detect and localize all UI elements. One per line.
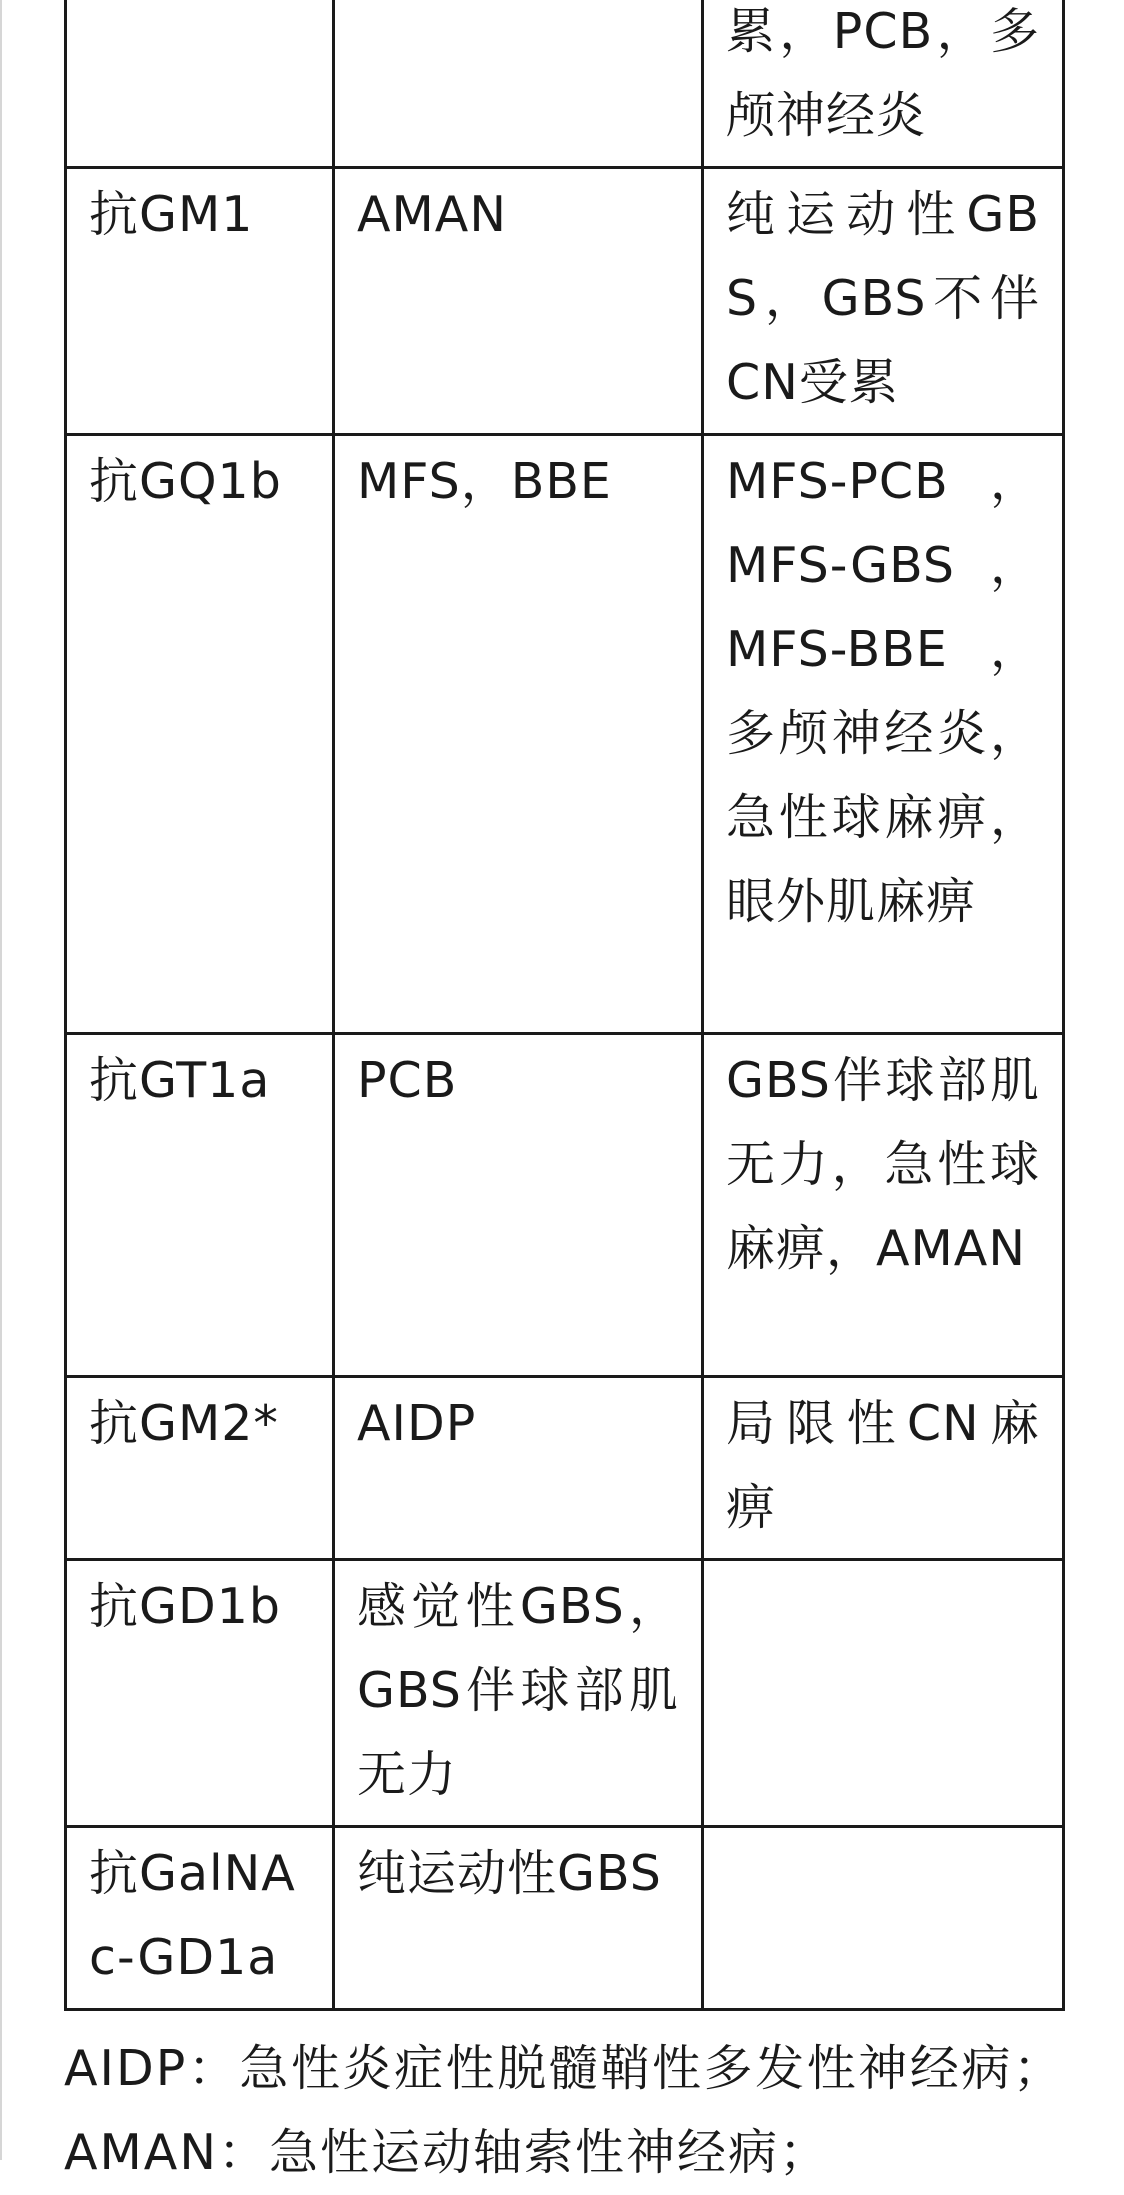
table-row — [66, 435, 1064, 1034]
antibody-cell: 抗GM1 — [66, 168, 334, 435]
related-syndrome-cell: GBS伴球部肌无力，急性球麻痹，AMAN — [703, 1034, 1064, 1377]
table-row — [66, 1827, 1064, 2010]
primary-syndrome-cell: AIDP — [334, 1377, 703, 1560]
antibody-table — [64, 0, 1065, 2011]
related-syndrome-cell — [703, 1827, 1064, 2010]
related-syndrome-cell: 累，PCB，多颅神经炎 — [703, 0, 1064, 168]
related-syndrome-cell: 纯运动性GBS，GBS不伴CN受累 — [703, 168, 1064, 435]
antibody-cell: 抗GQ1b — [66, 435, 334, 1034]
antibody-cell: 抗GT1a — [66, 1034, 334, 1377]
antibody-table-container — [64, 0, 1062, 2011]
table-row — [66, 1560, 1064, 1827]
table-row — [66, 1034, 1064, 1377]
primary-syndrome-cell: 感觉性GBS，GBS伴球部肌无力 — [334, 1560, 703, 1827]
page-edge — [0, 0, 2, 2160]
antibody-cell: 抗GD1b — [66, 1560, 334, 1827]
primary-syndrome-cell: PCB — [334, 1034, 703, 1377]
primary-syndrome-cell: 纯运动性GBS — [334, 1827, 703, 2010]
table-row — [66, 168, 1064, 435]
table-row — [66, 1377, 1064, 1560]
antibody-cell — [66, 0, 334, 168]
table-row — [66, 0, 1064, 168]
related-syndrome-cell: 局限性CN麻痹 — [703, 1377, 1064, 1560]
antibody-cell: 抗GM2* — [66, 1377, 334, 1560]
related-syndrome-cell — [703, 1560, 1064, 1827]
primary-syndrome-cell: MFS，BBE — [334, 435, 703, 1034]
antibody-cell: 抗GalNAc-GD1a — [66, 1827, 334, 2010]
related-syndrome-cell: MFS-PCB，MFS-GBS，MFS-BBE，多颅神经炎，急性球麻痹，眼外肌麻痹 — [703, 435, 1064, 1034]
abbreviation-footnote: AIDP：急性炎症性脱髓鞘性多发性神经病；AMAN：急性运动轴索性神经病； — [64, 2040, 1064, 2181]
primary-syndrome-cell: AMAN — [334, 168, 703, 435]
primary-syndrome-cell — [334, 0, 703, 168]
